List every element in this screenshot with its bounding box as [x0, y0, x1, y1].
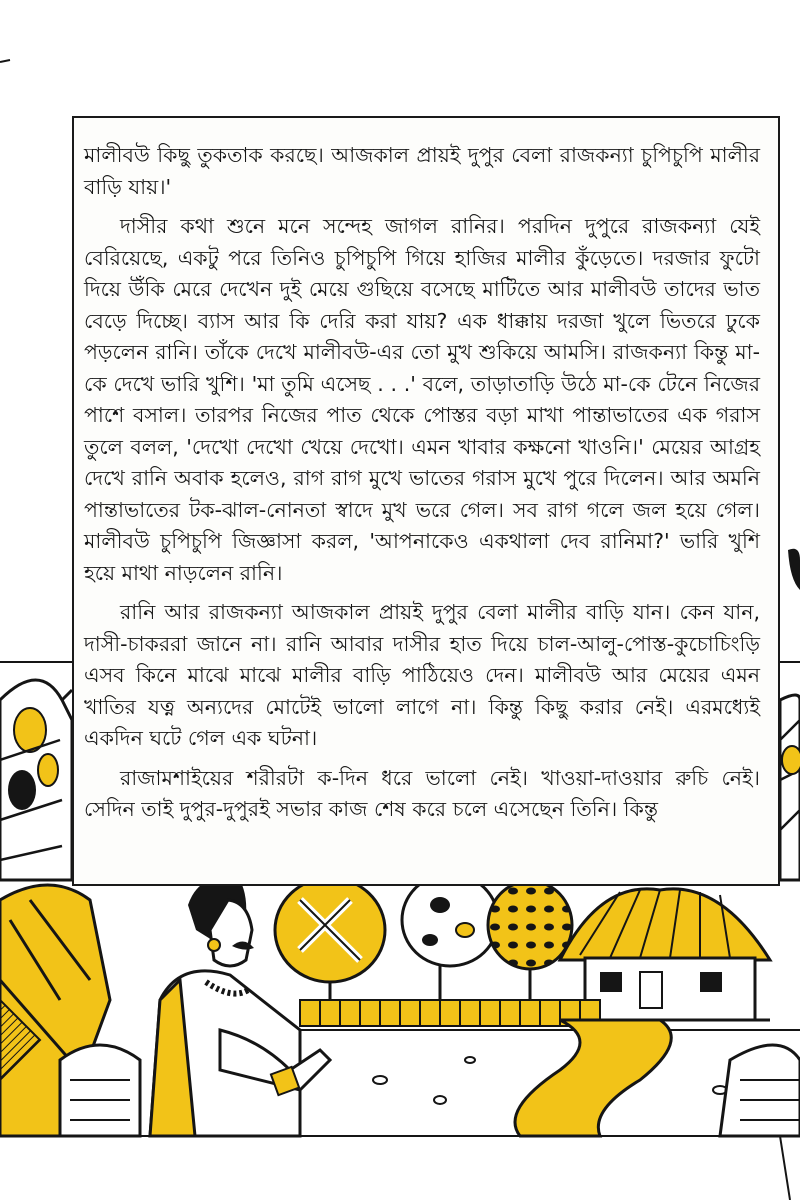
right-tree-icon — [780, 549, 800, 880]
corner-mark — [0, 60, 10, 62]
story-text-box — [72, 116, 780, 886]
fence-icon — [300, 1000, 600, 1026]
story-paragraph-1: মালীবউ কিছু তুকতাক করছে। আজকাল প্রায়ই দুপুর বেলা রাজকন্যা চুপিচুপি মালীর বাড়ি যায়।' — [84, 143, 760, 199]
foliage-right-icon — [720, 1045, 800, 1200]
story-paragraph-2: দাসীর কথা শুনে মনে সন্দেহ জাগল রানির। পরদিন দুপুরে রাজকন্যা যেই বেরিয়েছে, একটু পরে তিনিও চুপিচুপি গিয়ে হাজির মালীর কুঁড়েতে। দরজার ফুটো দিয়ে উঁকি মেরে দেখেন দুই মেয়ে গুছিয়ে বসেছে মাটিতে আর মালীবউ তাদের ভাত বেড়ে দিচ্ছে। ব্যাস আর কি দেরি করা যায়? এক ধাক্কায় দরজা খুলে ভিতরে ঢুকে পড়লেন রানি। তাঁকে দেখে মালীবউ-এর তো মুখ শুকিয়ে আমসি। রাজকন্যা কিন্তু মা-কে দেখে ভারি খুশি। 'মা তুমি এসেছ . . .' বলে, তাড়াতাড়ি উঠে মা-কে টেনে নিজের পাশে বসাল। তারপর নিজের পাত থেকে পোস্তর বড়া মাখা পান্তাভাতের এক গরাস তুলে বলল, 'দেখো দেখো খেয়ে দেখো। এমন খাবার কক্ষনো খাওনি।' মেয়ের আগ্রহ দেখে রানি অবাক হলেও, রাগ রাগ মুখে ভাতের গরাস মুখে পুরে দিলেন। আর অমনি পান্তাভাতের টক-ঝাল-নোনতা স্বাদে মুখ ভরে গেল। সব রাগ গলে জল হয়ে গেল। মালীবউ চুপিচুপি জিজ্ঞাসা করল, 'আপনাকেও একথালা দেব রানিমা?' ভারি খুশি হয়ে মাথা নাড়লেন রানি। — [84, 214, 760, 585]
story-paragraph-3: রানি আর রাজকন্যা আজকাল প্রায়ই দুপুর বেলা মালীর বাড়ি যান। কেন যান, দাসী-চাকররা জানে না। রানি আবার দাসীর হাত দিয়ে চাল-আলু-পোস্ত-কুচোচিংড়ি এসব কিনে মাঝে মাঝে মালীর বাড়ি পাঠিয়েও দেন। মালীবউ আর মেয়ের এমন খাতির যত্ন অন্যদের মোটেই ভালো লাগে না। কিন্তু কিছু করার নেই। এরমধ্যেই একদিন ঘটে গেল এক ঘটনা। — [84, 600, 760, 750]
left-tree-icon — [0, 680, 72, 880]
story-paragraph-4: রাজামশাইয়ের শরীরটা ক-দিন ধরে ভালো নেই। খাওয়া-দাওয়ার রুচি নেই। সেদিন তাই দুপুর-দুপুরই সভার কাজ শেষ করে চলে এসেছেন তিনি। কিন্তু — [84, 765, 760, 821]
